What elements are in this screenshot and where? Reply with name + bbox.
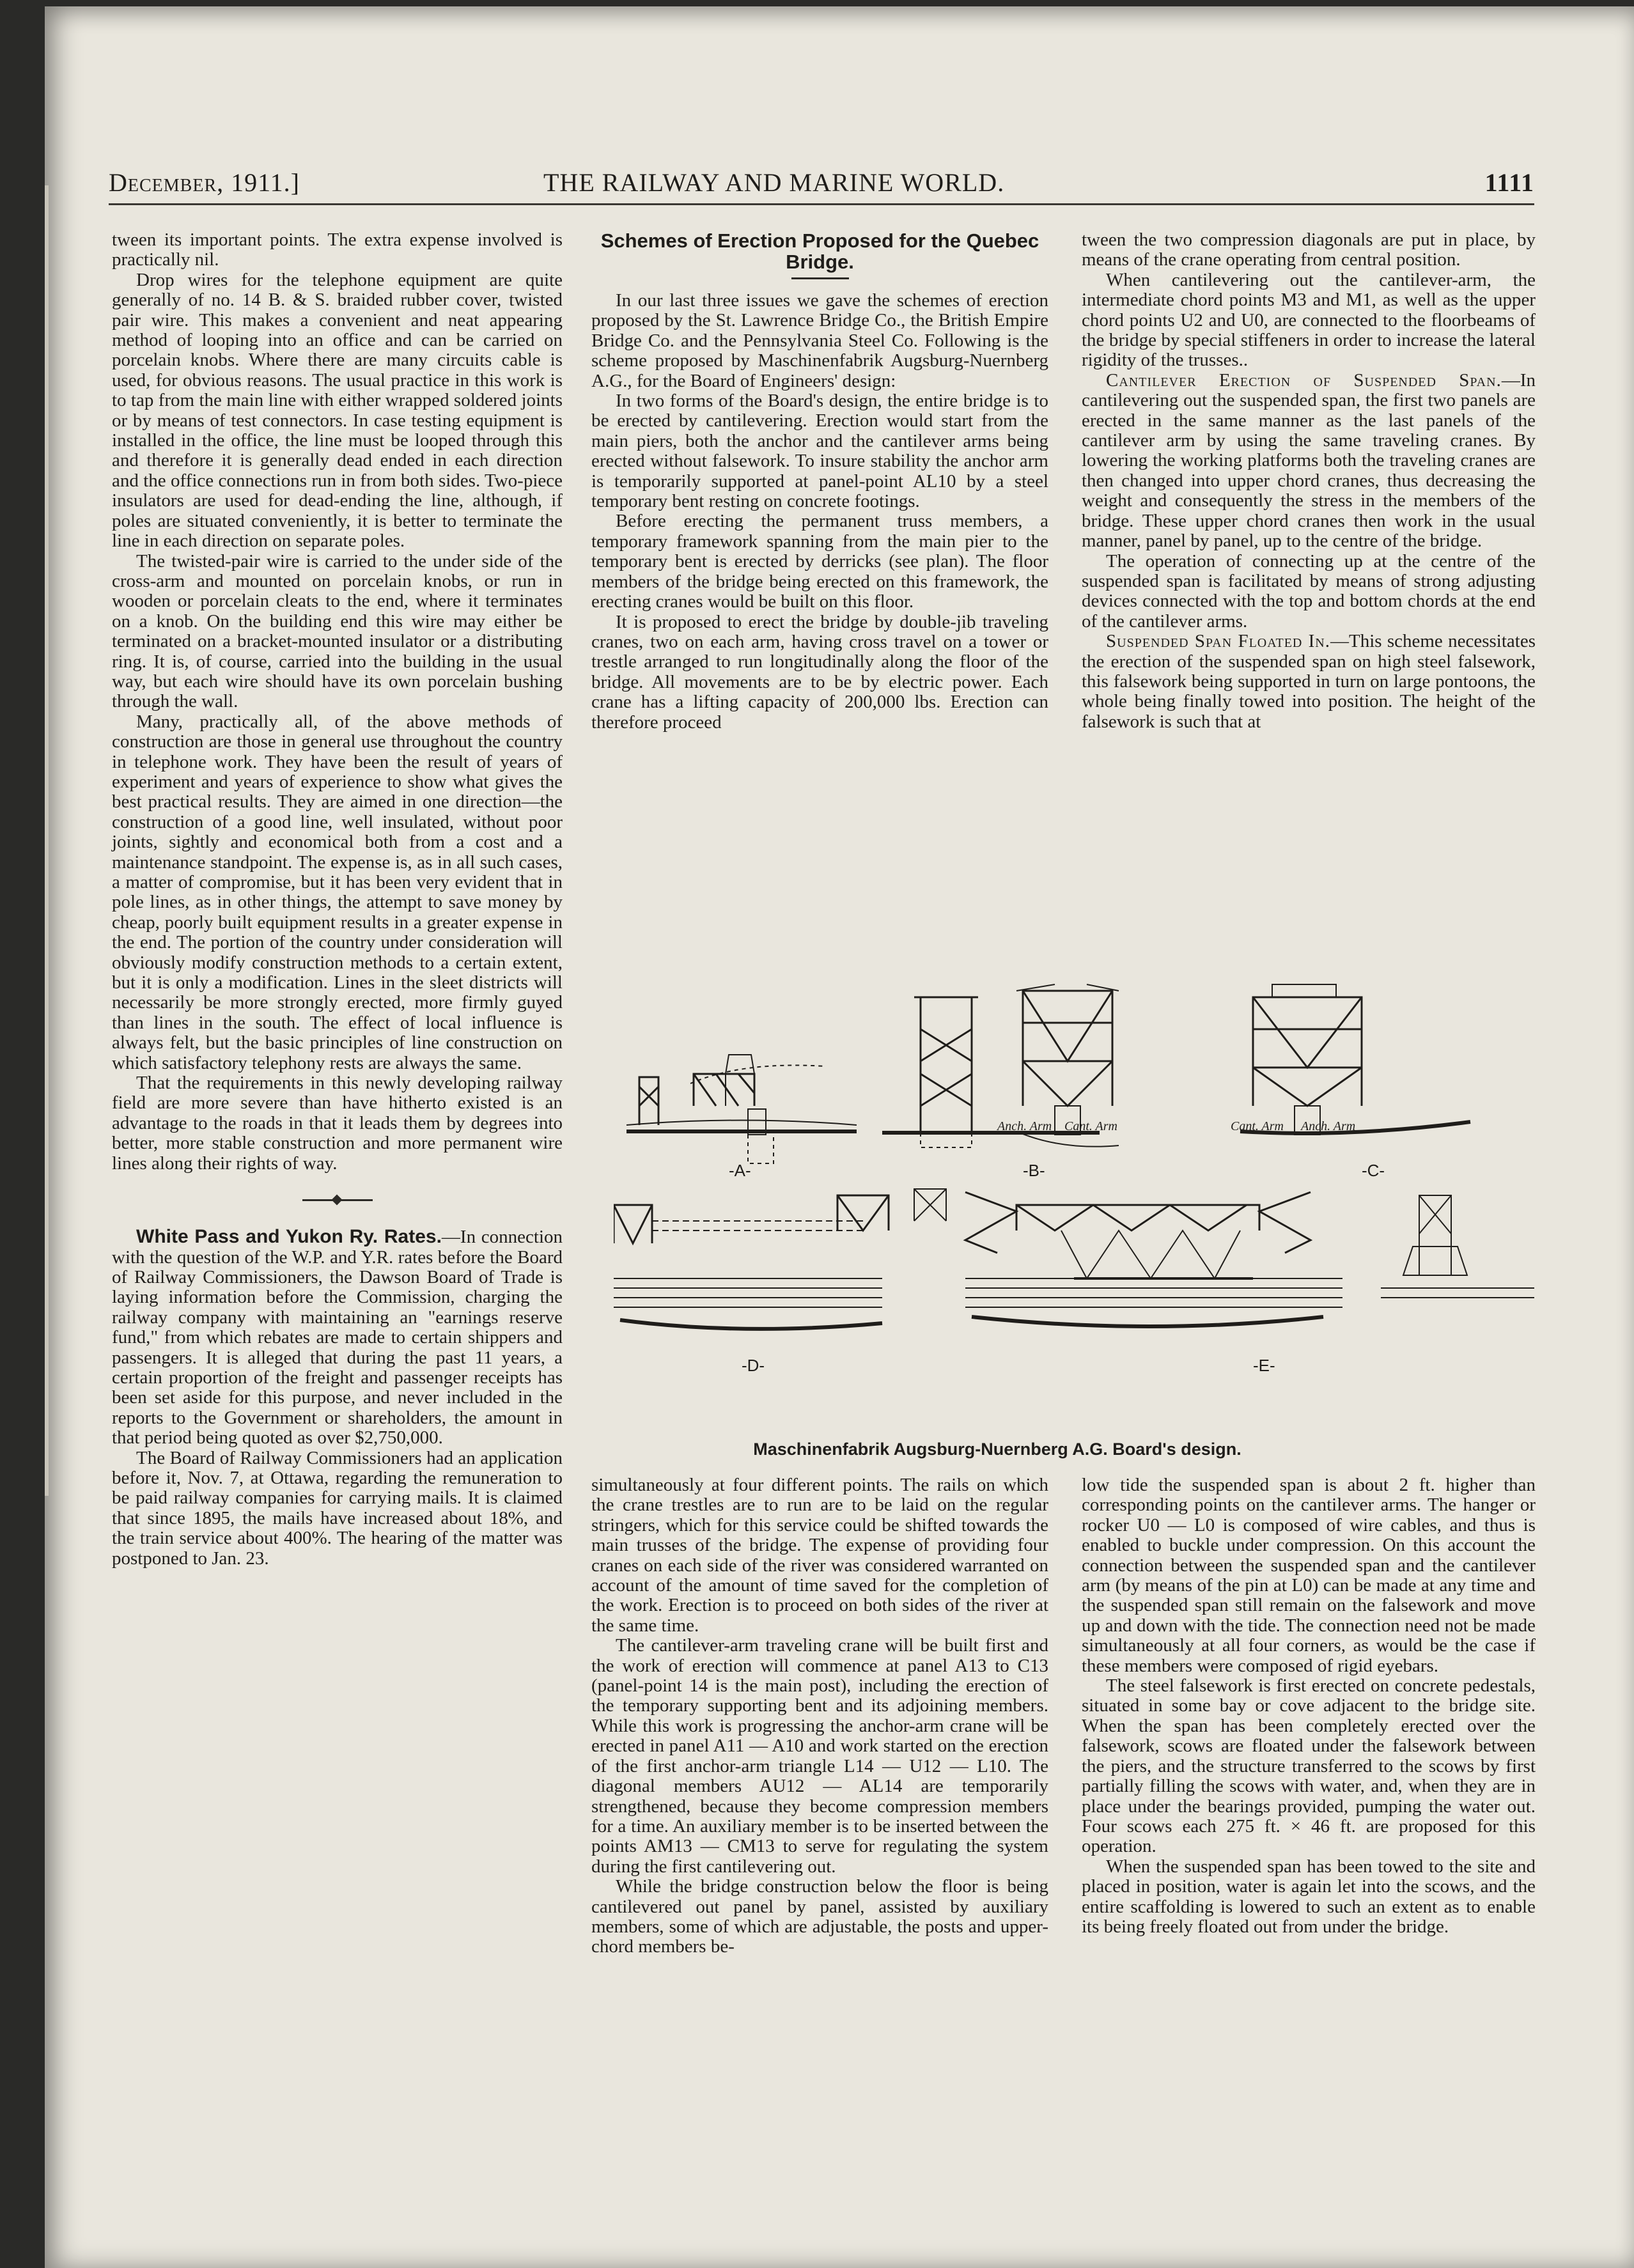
diagram-d <box>614 1189 946 1329</box>
column-2-top <box>591 230 1048 733</box>
paragraph: simultaneously at four different points. The rails on which the crane trestles are to run are to be laid on the regular stringers, which for this service could be shifted towards the main trusses of the bridge. The expense of providing four cranes on each side of the river was considered warranted on account of the amount of time saved for the completion of the work. Erection is to proceed on both sides of the river at the same time. <box>591 1475 1048 1636</box>
paragraph: The operation of connecting up at the centre of the suspended span is facilitated by means of strong adjusting devices connected with the top and bottom chords at the end of the cantilever arms. <box>1082 550 1536 632</box>
diagram-c <box>1240 984 1470 1135</box>
header-rule <box>109 203 1534 205</box>
label-d: -D- <box>742 1356 765 1375</box>
white-pass-article <box>112 1227 563 1448</box>
article-heading-white-pass: White Pass and Yukon Ry. Rates. <box>136 1226 442 1248</box>
binding-gutter <box>45 185 49 1496</box>
figure-caption: Maschinenfabrik Augsburg-Nuernberg A.G. Board's design. <box>753 1440 1241 1459</box>
diagram-a <box>626 1055 857 1163</box>
page-number: 1111 <box>1484 168 1534 197</box>
paragraph: When the suspended span has been towed to the site and placed in position, water is again let into the scows, and the entire scaffolding is lowered to such an extent as to enable its being freely floated out from under the bridge. <box>1082 1856 1536 1937</box>
label-anch-arm-c: Anch. Arm <box>1301 1119 1356 1133</box>
column-2-bottom <box>591 1475 1048 1957</box>
header-date: December, 1911.] <box>109 168 300 197</box>
column-3-top <box>1082 230 1536 732</box>
paragraph: Drop wires for the telephone equipment are quite generally of no. 14 B. & S. braided rubber cover, twisted pair wire. This makes a convenient and neat appearing method of looping into an office and can be carried on porcelain knobs. Where there are many circuits cable is used, for obvious reasons. The usual practice in this work is to tap from the main line with either wrapped soldered joints or by means of test connectors. In case testing equipment is installed in the office, the line must be looped through this and therefore it is generally dead ended in each direction and the office connections run in from both sides. Two-piece insulators are used for dead-ending the line, although, if poles are situated conveniently, it is better to terminate the line in each direction on separate poles. <box>112 269 563 552</box>
erection-diagrams <box>614 978 1534 1464</box>
column-1 <box>112 230 563 1569</box>
paragraph: —This scheme necessitates the erection of the suspended span on high steel falsework, this falsework being supported in turn on large pontoons, the whole being finally towed into position. The height of the falsework is such that at <box>1082 631 1536 732</box>
label-e: -E- <box>1253 1356 1275 1375</box>
paragraph: The steel falsework is first erected on concrete pedestals, situated in some bay or cove adjacent to the bridge site. When the span has been completely erected over the falsework, scows are floated under the falsework between the piers, and the structure transferred to the scows by first partially filling the scows with water, and, when they are in place under the bearings provided, pumping the water out. Four scows each 275 ft. × 46 ft. are proposed for this operation. <box>1082 1675 1536 1857</box>
paragraph: When cantilevering out the cantilever-arm, the intermediate chord points M3 and M1, as well as the upper chord points U2 and U0, are connected to the floorbeams of the bridge by special stiffeners in order to increase the lateral rigidity of the trusses.. <box>1082 269 1536 371</box>
section-cantilever-erection <box>1082 371 1536 552</box>
label-anch-arm-b: Anch. Arm <box>997 1119 1052 1133</box>
subheading: Cantilever Erection of Suspended Span. <box>1106 369 1502 391</box>
diagram-e <box>965 1192 1534 1326</box>
label-b: -B- <box>1023 1161 1045 1180</box>
section-suspended-span <box>1082 632 1536 732</box>
paragraph: —In cantilevering out the suspended span, the first two panels are erected in the same manner as the last panels of the cantilever arm by using the same traveling cranes. By lowering the working platforms both the traveling cranes are then changed into upper chord cranes, thus decreasing the weight and consequently the stress in the members of the bridge. These upper chord cranes then work in the usual manner, panel by panel, up to the centre of the bridge. <box>1082 369 1536 552</box>
paragraph: While the bridge construction below the floor is being cantilevered out panel by panel, assisted by auxiliary members, some of which are adjustable, the posts and upper-chord members be- <box>591 1876 1048 1957</box>
header-publication-title: THE RAILWAY AND MARINE WORLD. <box>543 168 1005 197</box>
paragraph: low tide the suspended span is about 2 ft. higher than corresponding points on the cantilever arms. The hanger or rocker U0 — L0 is composed of wire cables, and thus is enabled to buckle under compression. On this account the connection between the suspended span and the cantilever arm (by means of the pin at L0) can be made at any time and the suspended span still remain on the falsework and move up and down with the tide. The connection need not be made simultaneously at all four corners, as would be the case if these members were composed of rigid eyebars. <box>1082 1475 1536 1676</box>
paragraph: The twisted-pair wire is carried to the under side of the cross-arm and mounted on porcelain knobs, or run in wooden or porcelain cleats to the end, where it terminates on a knob. On the building end this wire may either be terminated on a bracket-mounted insulator or a distributing ring. It is, of course, carried into the building in the usual way, but each wire should have its own porcelain bushing through the wall. <box>112 550 563 712</box>
paragraph: Many, practically all, of the above methods of construction are those in general use throughout the country in telephone work. They have been the result of years of experiment and years of experience to show what gives the best practical results. They are aimed in one direction—the construction of a good line, well insulated, without poor joints, sightly and economical both from a cost and a maintenance standpoint. The expense is, as in all such cases, a matter of compromise, but it has been very evident that in pole lines, as in other things, the attempt to save money by cheap, poorly built equipment results in a greater expense in the end. The portion of the country under consideration will obviously modify construction methods to a certain extent, but it is only a modification. Lines in the sleet districts will necessarily be more strongly erected, more firmly guyed than lines in the south. The effect of local influence is always felt, but the basic principles of line construction on which satisfactory telephony rests are always the same. <box>112 711 563 1073</box>
paragraph: That the requirements in this newly developing railway field are more severe than have hitherto existed is an advantage to the roads in that it leads them by degrees into better, more stable construction and more permanent wire lines along their rights of way. <box>112 1073 563 1174</box>
label-cant-arm-c: Cant. Arm <box>1231 1119 1284 1133</box>
paragraph: The cantilever-arm traveling crane will be built first and the work of erection will commence at panel A13 to C13 (panel-point 14 is the main post), including the erection of the temporary supporting bent and its adjoining members. While this work is progressing the anchor-arm crane will be erected in panel A11 — A10 and work started on the erection of the first anchor-arm triangle L14 — U12 — L10. The diagonal members AU12 — AL14 are temporarily strengthened, because they become compression members for a time. An auxiliary member is to be inserted between the points AM13 — CM13 to serve for regulating the system during the first cantilevering out. <box>591 1635 1048 1877</box>
label-a: -A- <box>729 1161 751 1180</box>
subheading: Suspended Span Floated In. <box>1106 631 1330 652</box>
paragraph: tween the two compression diagonals are put in place, by means of the crane operating from central position. <box>1082 229 1536 270</box>
column-3-bottom <box>1082 1475 1536 1937</box>
paragraph: In our last three issues we gave the schemes of erection proposed by the St. Lawrence Bridge Co., the British Empire Bridge Co. and the Pennsylvania Steel Co. Following is the scheme proposed by Maschinenfabrik Augsburg-Nuernberg A.G., for the Board of Engineers' design: <box>591 290 1048 391</box>
title-rule <box>791 277 849 279</box>
label-cant-arm-b: Cant. Arm <box>1064 1119 1117 1133</box>
paragraph: In two forms of the Board's design, the entire bridge is to be erected by cantilevering. Erection would start from the main piers, both the anchor and the cantilever arms being erected without falsework. To insure stability the anchor arm is temporarily supported at panel-point AL10 by a steel temporary bent resting on concrete footings. <box>591 391 1048 512</box>
paragraph: Before erecting the permanent truss members, a temporary framework spanning from the main pier to the temporary bent is erected by derricks (see plan). The floor members of the bridge being erected on this framework, the erecting cranes would be built on this floor. <box>591 511 1048 612</box>
paragraph: —In connection with the question of the W.P. and Y.R. rates before the Board of Railway Commissioners, the Dawson Board of Trade is laying information before the Commission, charging the railway company with maintaining an "earnings reserve fund," from which rebates are made to certain shippers and passengers. It is alleged that during the past 11 years, a certain proportion of the freight and passenger receipts has been set aside for this purpose, and never included in the reports to the Government or shareholders, the amount in that period being quoted as over $2,750,000. <box>112 1227 563 1449</box>
paragraph: It is proposed to erect the bridge by double-jib traveling cranes, two on each arm, having cross travel on a tower or trestle arranged to run longitudinally along the floor of the bridge. All movements are to be by electric power. Each crane has a lifting capacity of 200,000 lbs. Erection can therefore proceed <box>591 611 1048 733</box>
label-c: -C- <box>1362 1161 1385 1180</box>
article-title-quebec-bridge: Schemes of Erection Proposed for the Quebec Bridge. <box>600 229 1039 273</box>
paragraph: tween its important points. The extra expense involved is practically nil. <box>112 229 563 270</box>
bridge-erection-figure <box>614 978 1534 1464</box>
paragraph: The Board of Railway Commissioners had an application before it, Nov. 7, at Ottawa, regarding the remuneration to be paid railway companies for carrying mails. It is claimed that since 1895, the mails have increased about 18%, and the train service about 400%. The hearing of the matter was postponed to Jan. 23. <box>112 1447 563 1569</box>
article-separator <box>302 1199 373 1201</box>
page-header <box>109 167 1534 206</box>
